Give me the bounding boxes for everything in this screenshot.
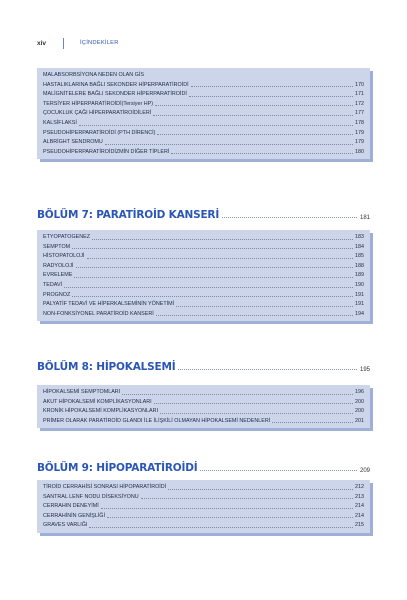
toc-entry[interactable] xyxy=(43,148,364,158)
chapter-page-number: 209 xyxy=(359,468,370,474)
toc-entry-page: 189 xyxy=(355,272,364,279)
running-title: İÇİNDEKİLER xyxy=(80,40,119,46)
toc-entry-page: 184 xyxy=(355,243,364,250)
toc-entry-page: 172 xyxy=(355,100,364,107)
chapter-7-heading[interactable] xyxy=(37,209,370,221)
toc-entry[interactable] xyxy=(43,398,364,408)
toc-entry[interactable] xyxy=(43,310,364,320)
toc-entry-page: 194 xyxy=(355,310,364,317)
dot-leader xyxy=(105,144,353,145)
toc-entry-label: ALBRİGHT SENDROMU xyxy=(43,139,103,146)
page-header xyxy=(37,37,119,49)
dot-leader xyxy=(168,489,353,490)
toc-entry-label: EVRELEME xyxy=(43,272,73,279)
toc-entry-page: 201 xyxy=(355,417,364,424)
dot-leader xyxy=(160,413,353,414)
toc-entry[interactable] xyxy=(43,291,364,301)
toc-entry-page: 191 xyxy=(355,291,364,298)
toc-entry-page: 196 xyxy=(355,389,364,395)
toc-box-chapter-8 xyxy=(37,385,370,428)
page-number: xiv xyxy=(37,39,47,47)
toc-entry[interactable] xyxy=(43,512,364,522)
toc-entry[interactable] xyxy=(43,233,364,243)
toc-entry-label: PRİMER OLARAK PARATİROİD GLANDI İLE İLİŞKİLİ OLMAYAN HİPOKALSEMİ NEDENLERİ xyxy=(43,417,271,424)
toc-entry-label: HİPOKALSEMİ SEMPTOMLARI xyxy=(43,389,121,395)
toc-entry-label: GRAVES VARLIĞI xyxy=(43,522,88,529)
toc-entry[interactable] xyxy=(43,483,364,493)
toc-entry-label: KALSİFLAKSİ xyxy=(43,119,77,126)
toc-entry-page: 185 xyxy=(355,253,364,260)
chapter-title: BÖLÜM 8: HİPOKALSEMİ xyxy=(37,361,176,373)
toc-entry[interactable] xyxy=(43,252,364,262)
toc-entry-page: 200 xyxy=(355,408,364,415)
toc-box-chapter-7 xyxy=(37,230,370,321)
toc-entry-page: 180 xyxy=(355,148,364,155)
chapter-title: BÖLÜM 7: PARATİROİD KANSERİ xyxy=(37,209,220,221)
toc-entry-label: TİROİD CERRAHİSİ SONRASI HİPOPARATİROİDİ xyxy=(43,484,167,490)
toc-entry-page: 214 xyxy=(355,503,364,510)
toc-entry-label: TEDAVİ xyxy=(43,281,63,288)
toc-entry-page: 177 xyxy=(355,110,364,117)
chapter-page-number: 195 xyxy=(359,367,370,373)
toc-entry[interactable] xyxy=(43,521,364,531)
dot-leader xyxy=(153,115,353,116)
toc-entry[interactable] xyxy=(43,119,364,129)
toc-entry-page: 215 xyxy=(355,522,364,529)
toc-entry-label: TERSİYER HİPERPARATİROİDİ(Tersiyer HP) xyxy=(43,100,154,107)
dot-leader xyxy=(176,306,353,307)
dot-leader xyxy=(87,258,353,259)
toc-entry-label: KRONİK HİPOKALSEMİ KOMPLİKASYONLARI xyxy=(43,408,159,415)
toc-entry[interactable] xyxy=(43,388,364,398)
toc-entry[interactable] xyxy=(43,243,364,253)
toc-entry[interactable] xyxy=(43,300,364,310)
dot-leader xyxy=(64,287,353,288)
dot-leader xyxy=(155,105,353,106)
toc-entry-label: PALYATİF TEDAVİ VE HİPERKALSEMİNİN YÖNETİMİ xyxy=(43,301,175,308)
toc-entry-page: 179 xyxy=(355,129,364,136)
toc-entry-label: ÇOCUKLUK ÇAĞI HİPERPARATİROİDİLERİ xyxy=(43,110,152,117)
toc-entry[interactable] xyxy=(43,262,364,272)
toc-entry-label: HASTALIKLARINA BAĞLI SEKONDER HİPERPARATİROİDİ xyxy=(43,81,189,88)
dot-leader xyxy=(156,315,353,316)
dot-leader xyxy=(157,134,353,135)
toc-entry-label: MALİGNİTELERE BAĞLI SEKONDER HİPERPARATİROİDİ xyxy=(43,91,187,98)
toc-entry[interactable] xyxy=(43,100,364,110)
toc-entry-page: 213 xyxy=(355,493,364,500)
toc-entry[interactable] xyxy=(43,90,364,100)
toc-entry-page: 170 xyxy=(355,81,364,88)
chapter-title: BÖLÜM 9: HİPOPARATİROİDİ xyxy=(37,462,198,474)
dot-leader xyxy=(171,153,353,154)
dot-leader xyxy=(92,239,353,240)
dot-leader xyxy=(154,403,353,404)
dot-leader xyxy=(191,86,353,87)
toc-entry-page: 200 xyxy=(355,398,364,405)
dot-leader xyxy=(141,498,353,499)
toc-entry-page: 178 xyxy=(355,119,364,126)
dot-leader xyxy=(76,267,353,268)
dot-leader xyxy=(200,470,357,471)
dot-leader xyxy=(74,277,353,278)
toc-entry-page: 212 xyxy=(355,484,364,490)
header-divider xyxy=(63,38,64,49)
toc-entry-label: RADYOLOJİ xyxy=(43,262,74,269)
toc-entry-page: 171 xyxy=(355,91,364,98)
toc-entry-label: CERRAHİNİN GENİŞLİĞİ xyxy=(43,512,106,519)
dot-leader xyxy=(72,296,353,297)
toc-entry-label: SEMPTOM xyxy=(43,243,71,250)
toc-entry-page: 191 xyxy=(355,301,364,308)
toc-entry-page: 183 xyxy=(355,234,364,240)
toc-entry[interactable] xyxy=(43,407,364,417)
dot-leader xyxy=(107,517,353,518)
toc-entry[interactable] xyxy=(43,138,364,148)
toc-entry-label: ETYOPATOGENEZ xyxy=(43,234,91,240)
dot-leader xyxy=(189,96,353,97)
toc-entry-page: 188 xyxy=(355,262,364,269)
toc-box-continued xyxy=(37,68,370,159)
toc-entry[interactable] xyxy=(43,281,364,291)
toc-box-chapter-9 xyxy=(37,480,370,533)
chapter-8-heading[interactable] xyxy=(37,361,370,373)
toc-entry-label: AKUT HİPOKALSEMİ KOMPLİKASYONLARI xyxy=(43,398,152,405)
toc-entry[interactable] xyxy=(43,81,364,91)
dot-leader xyxy=(101,508,353,509)
toc-entry[interactable] xyxy=(43,271,364,281)
toc-entry-label: MALABSORBSİYONA NEDEN OLAN GİS xyxy=(43,72,144,78)
dot-leader xyxy=(89,527,353,528)
toc-entry-page: 190 xyxy=(355,281,364,288)
toc-entry-page: 179 xyxy=(355,139,364,146)
chapter-page-number: 181 xyxy=(359,215,370,221)
dot-leader xyxy=(122,394,353,395)
toc-entry-page: 214 xyxy=(355,512,364,519)
toc-entry[interactable] xyxy=(43,417,364,427)
toc-entry-label: CERRAHIN DENEYİMİ xyxy=(43,503,99,510)
toc-entry-label: PSEUDOHİPERPARATİROİDİ (PTH DİRENCİ) xyxy=(43,129,156,136)
toc-entry[interactable] xyxy=(43,129,364,139)
toc-entry[interactable] xyxy=(43,71,364,81)
dot-leader xyxy=(222,217,357,218)
dot-leader xyxy=(178,369,357,370)
dot-leader xyxy=(79,125,353,126)
chapter-9-heading[interactable] xyxy=(37,462,370,474)
toc-entry-label: NON-FONKSİYONEL PARATİROİD KANSERİ xyxy=(43,310,154,317)
toc-entry[interactable] xyxy=(43,109,364,119)
toc-entry[interactable] xyxy=(43,493,364,503)
toc-entry-label: HİSTOPATOLOJİ xyxy=(43,253,85,260)
dot-leader xyxy=(72,248,353,249)
toc-entry-label: PROGNOZ xyxy=(43,291,71,298)
toc-entry[interactable] xyxy=(43,502,364,512)
toc-entry-label: SANTRAL LENF NODU DİSEKSİYONU xyxy=(43,493,139,500)
toc-entry-label: PSEUDOHİPERPARATİROİDİZMİN DİĞER TİPLERİ xyxy=(43,148,170,155)
dot-leader xyxy=(272,422,353,423)
